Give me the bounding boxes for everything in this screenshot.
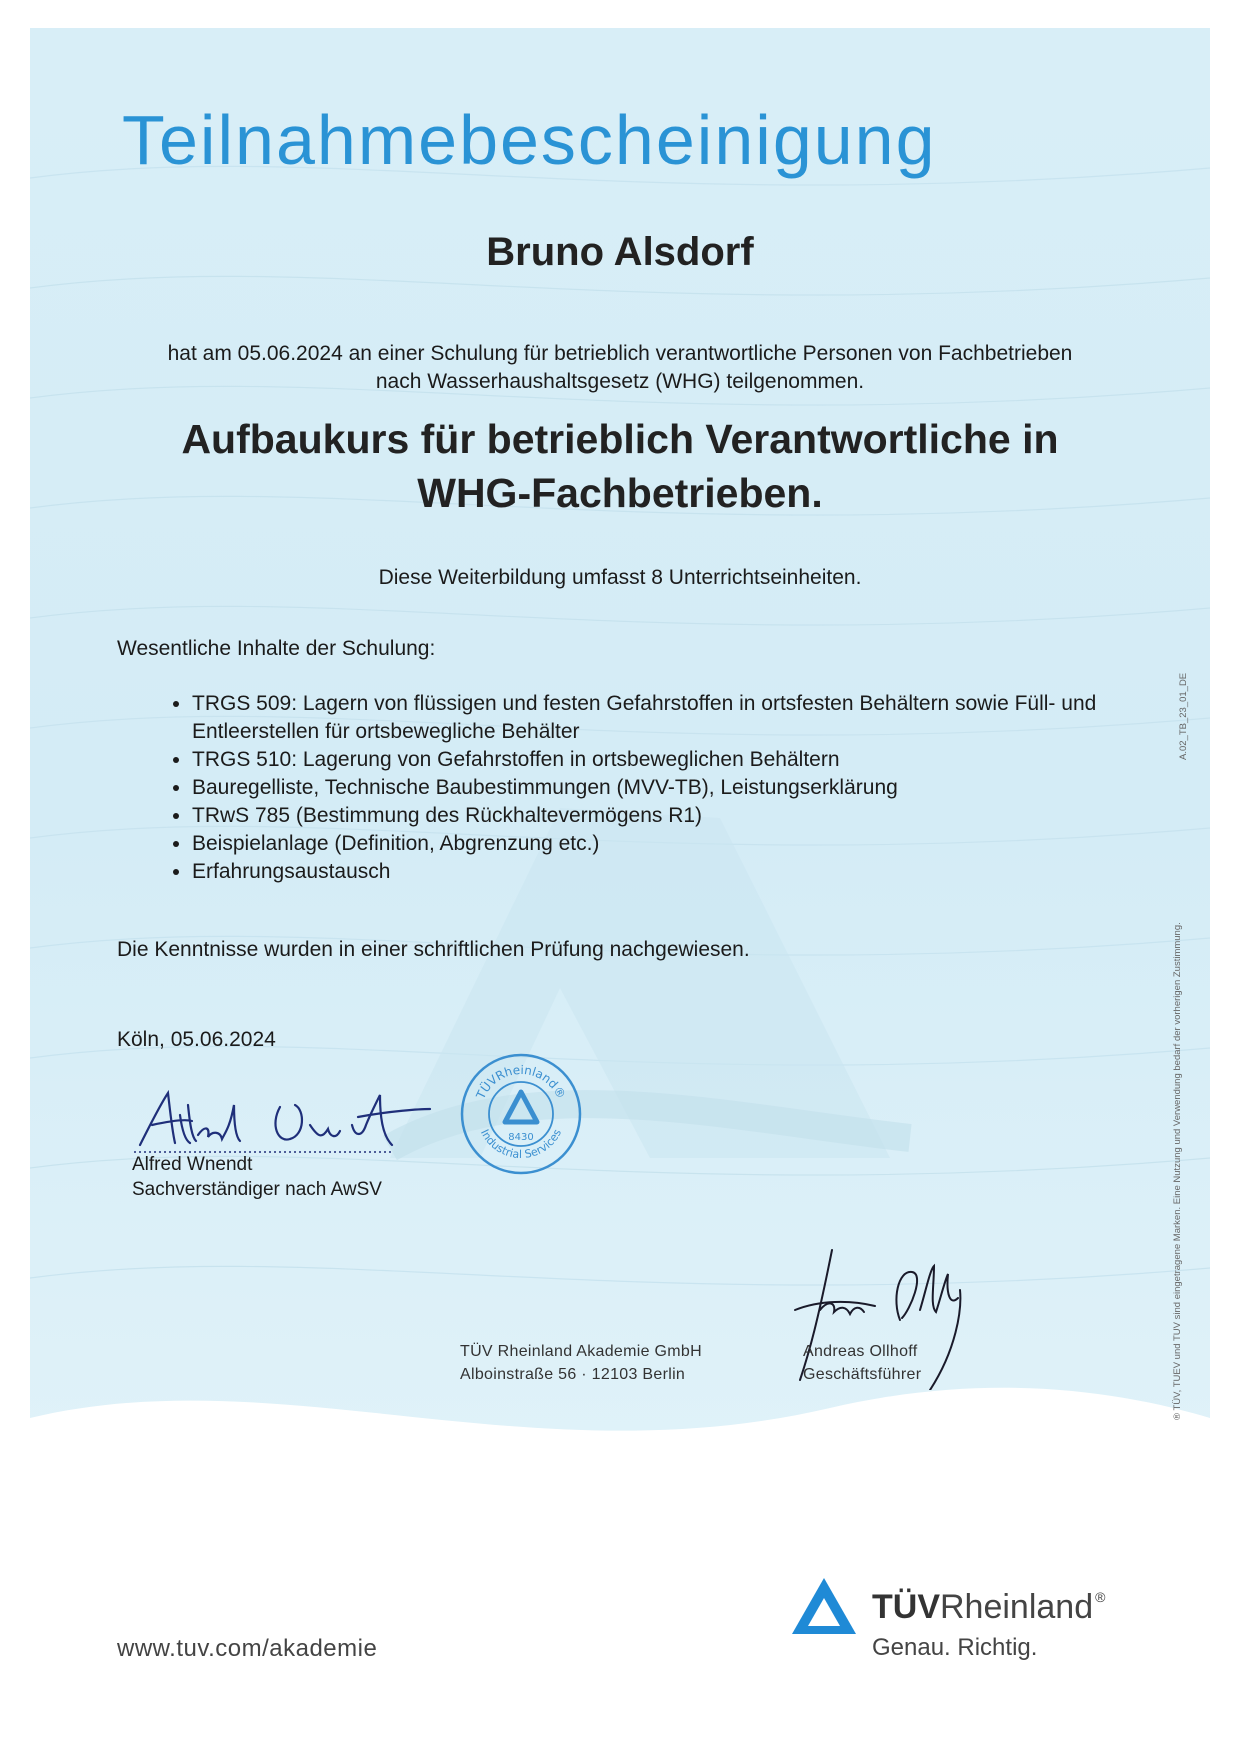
company-info bbox=[460, 1340, 702, 1386]
place-date: Köln, 05.06.2024 bbox=[117, 1028, 276, 1051]
company-name: TÜV Rheinland Akademie GmbH bbox=[460, 1343, 702, 1360]
list-item: • Beispielanlage (Definition, Abgrenzung etc.) bbox=[192, 830, 1132, 858]
intro-line: hat am 05.06.2024 an einer Schulung für betrieblich verantwortliche Personen von Fachbetrieben bbox=[167, 342, 1073, 365]
list-item: • TRGS 510: Lagerung von Gefahrstoffen in ortsbeweglichen Behältern bbox=[192, 746, 1132, 774]
course-title-line: Aufbaukurs für betrieblich Verantwortliche in bbox=[181, 416, 1059, 462]
participant-name: Bruno Alsdorf bbox=[486, 230, 754, 274]
exam-statement: Die Kenntnisse wurden in einer schriftlichen Prüfung nachgewiesen. bbox=[117, 938, 750, 961]
course-title-line: WHG-Fachbetrieben. bbox=[417, 470, 823, 516]
expert-role: Sachverständiger nach AwSV bbox=[132, 1179, 382, 1200]
tuv-logo-icon bbox=[788, 1574, 860, 1638]
contents-heading: Wesentliche Inhalte der Schulung: bbox=[117, 637, 436, 660]
footer-url: www.tuv.com/akademie bbox=[117, 1635, 378, 1662]
intro-line: nach Wasserhaushaltsgesetz (WHG) teilgenommen. bbox=[375, 370, 865, 393]
trademark-note: ® TÜV, TUEV und TUV sind eingetragene Marken. Eine Nutzung und Verwendung bedarf der vorherigen Zustimmung. bbox=[1172, 922, 1183, 1420]
tuv-stamp bbox=[459, 1052, 583, 1176]
company-address: Alboinstraße 56 · 12103 Berlin bbox=[460, 1366, 686, 1383]
director-role: Geschäftsführer bbox=[803, 1366, 922, 1383]
course-title bbox=[80, 412, 1160, 520]
brand-rest: Rheinland bbox=[940, 1588, 1094, 1626]
list-item: • TRGS 509: Lagern von flüssigen und festen Gefahrstoffen in ortsfesten Behältern sowie Füll- und Entleerstellen für ortsbewegliche Behälter bbox=[192, 690, 1132, 746]
stamp-number: 8430 bbox=[508, 1132, 534, 1143]
units-text: Diese Weiterbildung umfasst 8 Unterrichtseinheiten. bbox=[378, 566, 862, 589]
stamp-bottom-text: Industrial Services bbox=[477, 1127, 565, 1162]
list-item: • TRwS 785 (Bestimmung des Rückhaltevermögens R1) bbox=[192, 802, 1132, 830]
director-name: Andreas Ollhoff bbox=[803, 1343, 918, 1360]
brand-bold: TÜV bbox=[872, 1588, 940, 1626]
brand-reg: ® bbox=[1095, 1589, 1106, 1605]
expert-signer bbox=[132, 1152, 382, 1202]
director-signer bbox=[803, 1340, 921, 1386]
expert-signature bbox=[130, 1085, 440, 1160]
stamp-top-text: TÜVRheinland® bbox=[473, 1062, 569, 1102]
brand-tagline: Genau. Richtig. bbox=[872, 1634, 1038, 1661]
list-item: • Bauregelliste, Technische Baubestimmungen (MVV-TB), Leistungserklärung bbox=[192, 774, 1132, 802]
list-item: • Erfahrungsaustausch bbox=[192, 858, 1132, 886]
brand-name bbox=[872, 1588, 1105, 1627]
intro-text bbox=[100, 340, 1140, 396]
expert-name: Alfred Wnendt bbox=[132, 1154, 253, 1175]
form-code: A.02_TB_23_01_DE bbox=[1178, 672, 1189, 760]
contents-list bbox=[160, 690, 1132, 886]
certificate-title: Teilnahmebescheinigung bbox=[122, 101, 937, 179]
